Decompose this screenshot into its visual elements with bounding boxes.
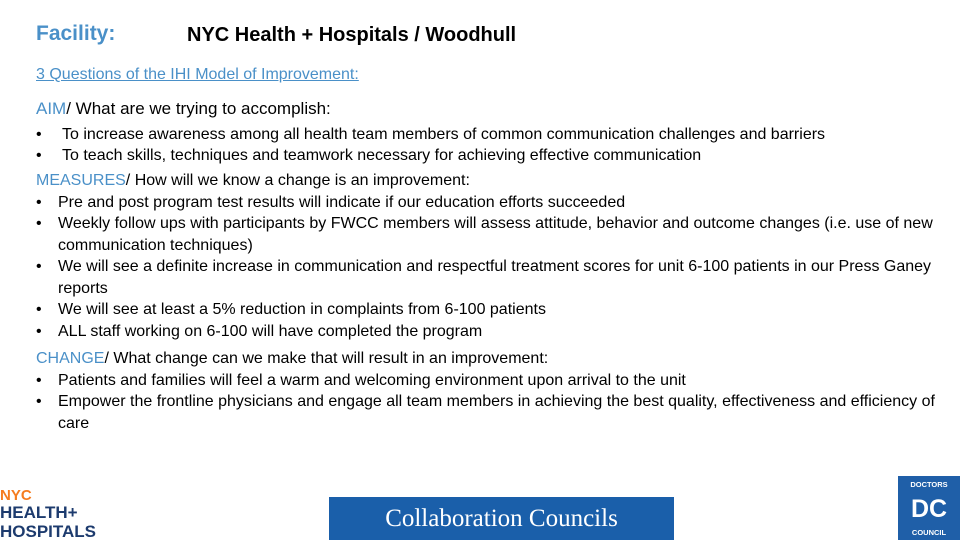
facility-label: Facility: xyxy=(36,22,116,45)
change-keyword: CHANGE xyxy=(36,350,105,367)
change-bullet-list xyxy=(36,370,946,435)
footer-banner xyxy=(329,497,674,540)
aim-keyword: AIM xyxy=(36,99,67,118)
change-section xyxy=(36,348,946,434)
measures-bullet: • Weekly follow ups with participants by FWCC members will assess attitude, behavior and outcome changes (i.e. use of new communication techniques) xyxy=(36,213,946,256)
measures-bullet: • We will see a definite increase in communication and respectful treatment scores for unit 6-100 patients in our Press Ganey reports xyxy=(36,256,946,299)
change-question: / What change can we make that will result in an improvement: xyxy=(104,350,549,367)
nyc-logo-line2: HEALTH+ xyxy=(0,503,78,522)
dc-logo-mark: DC xyxy=(910,495,948,523)
measures-keyword: MEASURES xyxy=(36,172,126,189)
dc-logo-top-text: DOCTORS xyxy=(910,480,948,489)
measures-bullet-list xyxy=(36,192,946,343)
measures-bullet: • We will see at least a 5% reduction in complaints from 6-100 patients xyxy=(36,299,946,321)
doctors-council-logo xyxy=(898,476,960,540)
change-heading xyxy=(36,348,946,370)
measures-section xyxy=(36,170,946,342)
dc-logo-bottom-text: COUNCIL xyxy=(911,528,947,537)
aim-question: / What are we trying to accomplish: xyxy=(66,99,331,118)
change-bullet: • Patients and families will feel a warm and welcoming environment upon arrival to the unit xyxy=(36,370,946,392)
footer-title: Collaboration Councils xyxy=(385,504,618,532)
facility-name: NYC Health + Hospitals / Woodhull xyxy=(187,24,517,46)
nyc-logo-line3: HOSPITALS xyxy=(0,522,97,540)
nyc-health-hospitals-logo xyxy=(0,487,110,540)
aim-bullet: • To increase awareness among all health team members of common communication challenges and barriers xyxy=(36,124,946,146)
measures-bullet: • ALL staff working on 6-100 will have completed the program xyxy=(36,321,946,343)
aim-bullet: • To teach skills, techniques and teamwork necessary for achieving effective communication xyxy=(36,145,946,167)
aim-bullet-list xyxy=(36,124,946,167)
aim-section xyxy=(36,98,946,167)
ihi-subtitle: 3 Questions of the IHI Model of Improvement: xyxy=(36,66,359,83)
measures-bullet: • Pre and post program test results will indicate if our education efforts succeeded xyxy=(36,192,946,214)
measures-question: / How will we know a change is an improvement: xyxy=(125,172,470,189)
change-bullet: • Empower the frontline physicians and engage all team members in achieving the best quality, effectiveness and efficiency of care xyxy=(36,391,946,434)
measures-heading xyxy=(36,170,946,192)
aim-heading xyxy=(36,98,946,120)
nyc-logo-line1: NYC xyxy=(0,487,32,504)
